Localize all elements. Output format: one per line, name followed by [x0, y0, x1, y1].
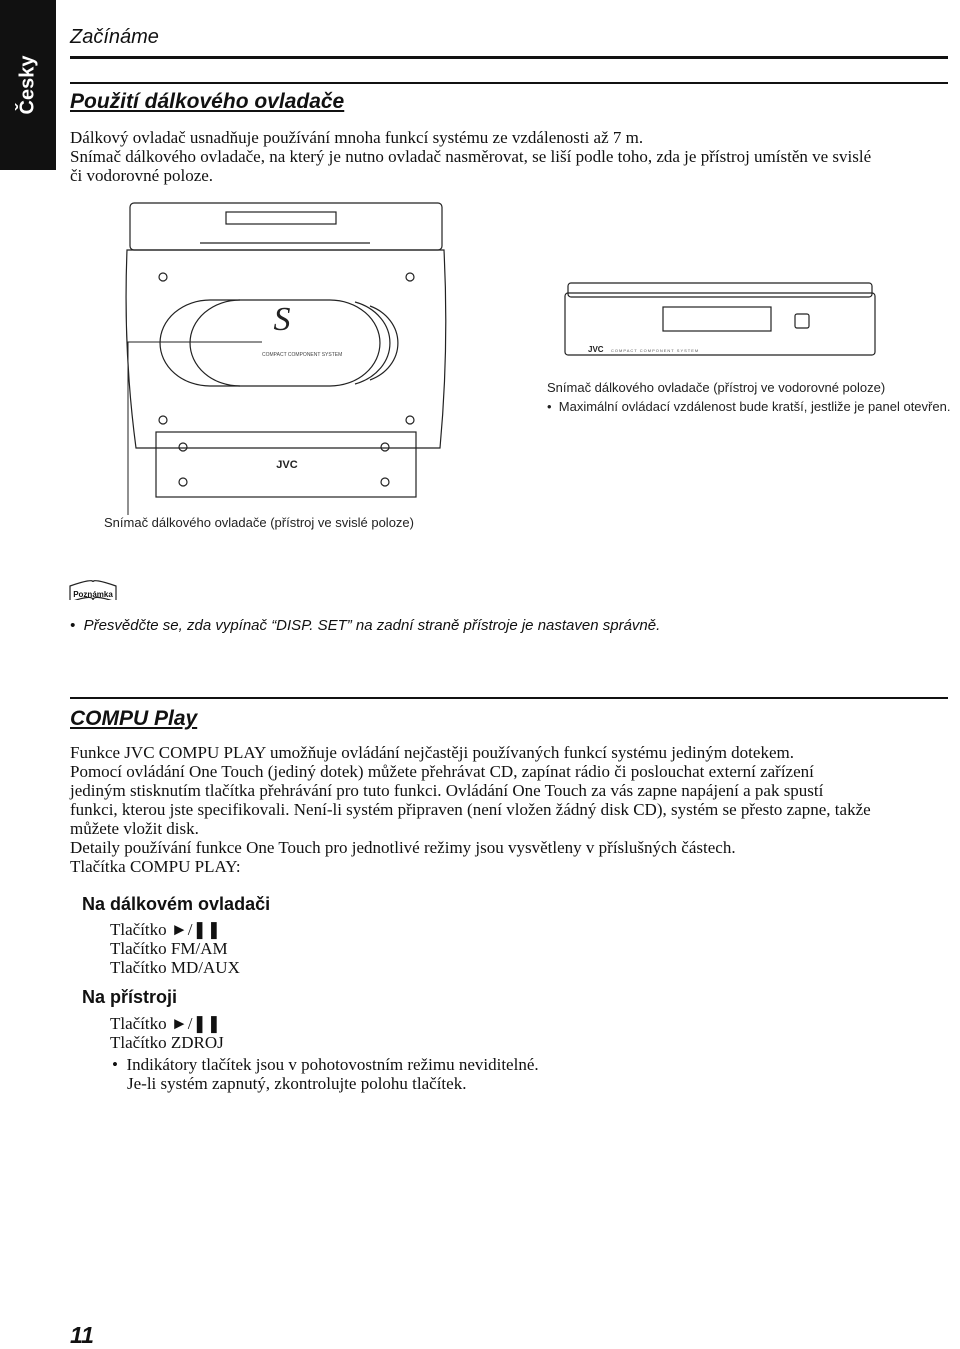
indicator-note-text: Indikátory tlačítek jsou v pohotovostním režimu neviditelné.	[126, 1055, 539, 1074]
list-item: Tlačítko MD/AUX	[110, 958, 240, 977]
indicator-note-line: Je-li systém zapnutý, zkontrolujte polohu tlačítek.	[127, 1074, 467, 1093]
caption-text: Snímač dálkového ovladače (přístroj ve vodorovné poloze)	[547, 380, 886, 395]
horizontal-unit-display	[663, 307, 771, 331]
list-item: Tlačítko ►/❚❚	[110, 1014, 221, 1033]
caption-note: Maximální ovládací vzdálenost bude kratší, jestliže je panel otevřen.	[558, 399, 951, 414]
caption-bullet: • Maximální ovládací vzdálenost bude kratší, jestliže je panel otevřen.	[547, 399, 951, 414]
screw	[406, 273, 414, 281]
page-number: 11	[70, 1322, 94, 1348]
jvc-logo-horizontal: JVC	[588, 345, 604, 354]
section2-line: Detaily používání funkce One Touch pro jednotlivé režimy jsou vysvětleny v příslušných částech.	[70, 838, 736, 857]
list-item: Tlačítko ZDROJ	[110, 1033, 224, 1052]
section2-line: funkci, kterou jste specifikovali. Není-li systém připraven (není vložen žádný disk CD), systém se přesto zapne, takže	[70, 800, 871, 819]
section2-paragraph	[70, 743, 950, 876]
list-item: Tlačítko FM/AM	[110, 939, 228, 958]
note-icon-label: Poznámka	[73, 590, 113, 599]
unit-heading: Na přístroji	[82, 987, 178, 1007]
horizontal-sensor-window	[795, 314, 809, 328]
vertical-unit-label: COMPACT COMPONENT SYSTEM	[262, 352, 343, 358]
horizontal-unit-label: COMPACT COMPONENT SYSTEM	[611, 348, 700, 353]
section1-line: Dálkový ovladač usnadňuje používání mnoha funkcí systému ze vzdálenosti až 7 m.	[70, 128, 644, 147]
section2-rule	[70, 697, 948, 699]
screw	[406, 416, 414, 424]
section2-line: Funkce JVC COMPU PLAY umožňuje ovládání nejčastěji používaných funkcí systému jediným dotekem.	[70, 743, 794, 762]
section2-line: Pomocí ovládání One Touch (jediný dotek) můžete přehrávat CD, zapínat rádio či poslouchat externí zařízení	[70, 762, 814, 781]
vertical-unit-display	[226, 212, 336, 224]
section2-line: můžete vložit disk.	[70, 819, 199, 838]
s-logo: S	[273, 301, 291, 338]
vertical-sensor-caption: Snímač dálkového ovladače (přístroj ve svislé poloze)	[104, 515, 414, 530]
remote-heading: Na dálkovém ovladači	[82, 894, 271, 914]
note-text: Přesvědčte se, zda vypínač “DISP. SET” na zadní straně přístroje je nastaven správně.	[83, 617, 661, 634]
remote-sensor-illustration	[0, 0, 960, 600]
indicator-note	[112, 1055, 539, 1093]
section2-line: jediným stisknutím tlačítka přehrávání pro tuto funkci. Ovládání One Touch za vás zapne napájení a pak spustí	[70, 781, 824, 800]
note-item: • Přesvědčte se, zda vypínač “DISP. SET” na zadní straně přístroje je nastaven správně.	[70, 617, 661, 634]
horizontal-unit-body	[565, 293, 875, 355]
screw	[159, 416, 167, 424]
remote-button-list	[110, 920, 240, 977]
horizontal-sensor-caption	[547, 378, 950, 416]
section1-line: Snímač dálkového ovladače, na který je nutno ovladač nasměrovat, se liší podle toho, zda je přístroj umístěn ve svislé	[70, 147, 872, 166]
screw	[159, 273, 167, 281]
unit-button-list	[110, 1014, 224, 1052]
indicator-note-line: • Indikátory tlačítek jsou v pohotovostním režimu neviditelné.	[112, 1055, 539, 1074]
vertical-sensor-leader	[128, 342, 262, 515]
language-tab-label: Česky	[16, 55, 39, 115]
chapter-title: Začínáme	[70, 26, 159, 48]
section1-title: Použití dálkového ovladače	[70, 90, 345, 113]
section2-title: COMPU Play	[70, 707, 198, 730]
disc-window	[160, 300, 380, 386]
section1-line: či vodorovné poloze.	[70, 166, 214, 185]
jvc-logo-vertical: JVC	[276, 459, 298, 471]
list-item: Tlačítko ►/❚❚	[110, 920, 221, 939]
section2-line: Tlačítka COMPU PLAY:	[70, 857, 241, 876]
